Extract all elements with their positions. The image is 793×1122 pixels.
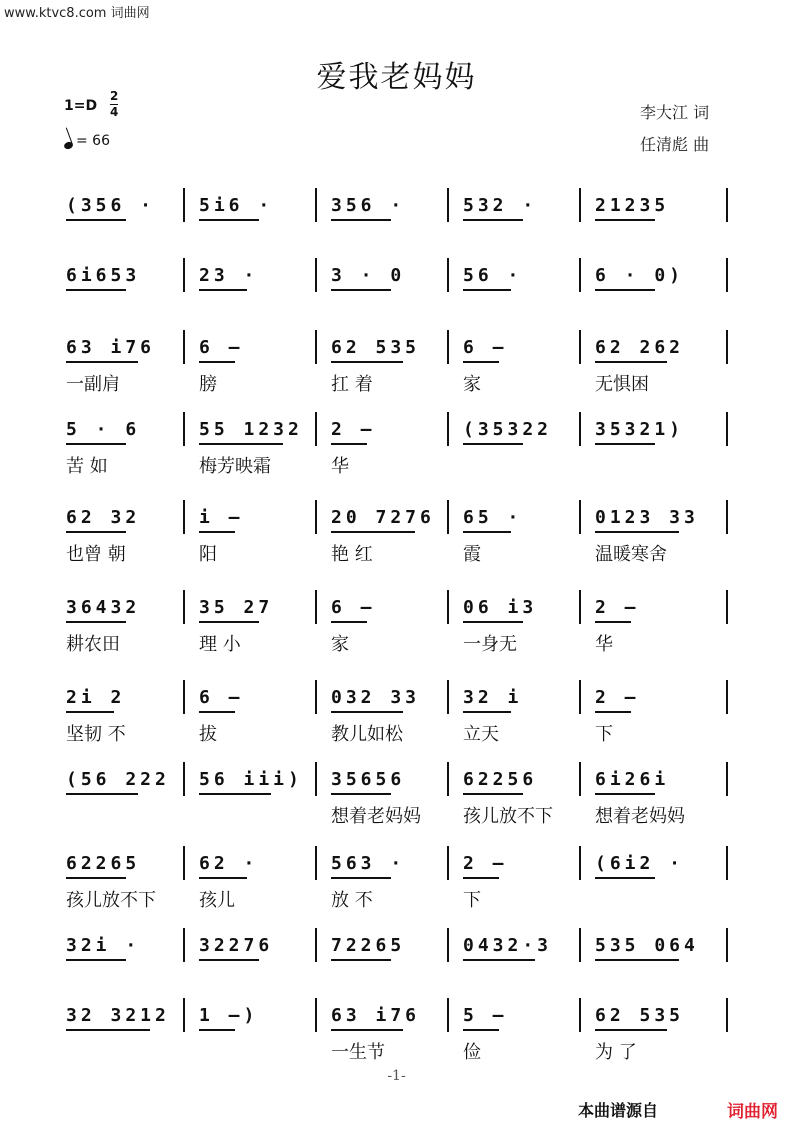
- beam-underline: [66, 443, 126, 445]
- measure-notes: (6i2 ·: [595, 853, 685, 874]
- beam-underline: [331, 959, 391, 961]
- barline: [447, 330, 449, 364]
- measure-notes: 6 –: [199, 687, 244, 708]
- barline: [315, 762, 317, 796]
- beam-underline: [463, 711, 511, 713]
- beam-underline: [199, 361, 235, 363]
- measure-notes: 6 · 0): [595, 265, 685, 286]
- measure-line: [50, 762, 740, 798]
- score-row: [50, 680, 740, 745]
- beam-underline: [595, 531, 679, 533]
- lyric-text: 华: [595, 634, 613, 655]
- lyric-text: 拔: [199, 724, 217, 745]
- measure-notes: 21235: [595, 195, 670, 216]
- barline: [183, 762, 185, 796]
- lyric-text: 扛 着: [331, 374, 373, 395]
- lyric-text: 家: [331, 634, 349, 655]
- beam-underline: [66, 219, 126, 221]
- score-row: [50, 846, 740, 911]
- lyric-text: 想着老妈妈: [331, 806, 421, 827]
- lyric-text: 为 了: [595, 1042, 637, 1063]
- measure-notes: (56 222: [66, 769, 170, 790]
- measure-notes: 535 064: [595, 935, 699, 956]
- beam-underline: [66, 711, 114, 713]
- composer-credit: 任清彪 曲: [640, 135, 710, 154]
- measure-notes: 62 262: [595, 337, 685, 358]
- beam-underline: [463, 959, 535, 961]
- beam-underline: [331, 793, 391, 795]
- barline: [447, 500, 449, 534]
- measure-line: [50, 500, 740, 536]
- barline: [726, 412, 728, 446]
- beam-underline: [66, 361, 138, 363]
- score-row: [50, 258, 740, 294]
- measure-notes: 32276: [199, 935, 274, 956]
- measure-notes: 3 · 0: [331, 265, 406, 286]
- beam-underline: [463, 219, 523, 221]
- beam-underline: [199, 443, 283, 445]
- barline: [315, 330, 317, 364]
- measure-notes: 36432: [66, 597, 141, 618]
- barline: [447, 590, 449, 624]
- measure-line: [50, 188, 740, 224]
- barline: [579, 762, 581, 796]
- score-row: [50, 928, 740, 964]
- barline: [315, 412, 317, 446]
- beam-underline: [595, 289, 655, 291]
- barline: [579, 928, 581, 962]
- measure-notes: 32i ·: [66, 935, 141, 956]
- measure-notes: 62 32: [66, 507, 141, 528]
- time-bottom: 4: [110, 105, 119, 119]
- score-row: [50, 998, 740, 1063]
- lyric-text: 霞: [463, 544, 481, 565]
- lyric-text: 艳 红: [331, 544, 373, 565]
- lyric-text: 下: [595, 724, 613, 745]
- lyric-text: 俭: [463, 1042, 481, 1063]
- beam-underline: [595, 219, 655, 221]
- barline: [726, 928, 728, 962]
- barline: [579, 330, 581, 364]
- lyric-text: 苦 如: [66, 456, 108, 477]
- lyric-text: 教儿如松: [331, 724, 403, 745]
- barline: [447, 680, 449, 714]
- tempo-mark: = 66: [64, 133, 110, 149]
- measure-notes: 35321): [595, 419, 685, 440]
- measure-notes: 6 –: [199, 337, 244, 358]
- beam-underline: [331, 361, 403, 363]
- beam-underline: [595, 959, 679, 961]
- measure-notes: 563 ·: [331, 853, 406, 874]
- barline: [579, 500, 581, 534]
- beam-underline: [331, 711, 403, 713]
- measure-notes: 2 –: [595, 597, 640, 618]
- barline: [315, 928, 317, 962]
- measure-notes: 6i26i: [595, 769, 670, 790]
- beam-underline: [66, 621, 126, 623]
- beam-underline: [199, 289, 247, 291]
- beam-underline: [463, 361, 499, 363]
- measure-line: [50, 590, 740, 626]
- barline: [726, 762, 728, 796]
- lyric-text: 一身无: [463, 634, 517, 655]
- beam-underline: [463, 289, 511, 291]
- barline: [183, 500, 185, 534]
- barline: [579, 680, 581, 714]
- measure-notes: 6 –: [463, 337, 508, 358]
- measure-notes: 56 ·: [463, 265, 523, 286]
- measure-notes: 55 1232: [199, 419, 303, 440]
- beam-underline: [331, 219, 391, 221]
- time-top: 2: [110, 89, 119, 103]
- beam-underline: [463, 793, 523, 795]
- source-label: 本曲谱源自: [578, 1101, 659, 1120]
- key-signature: 1=D: [64, 98, 98, 114]
- measure-notes: 62256: [463, 769, 538, 790]
- lyric-text: 想着老妈妈: [595, 806, 685, 827]
- barline: [183, 680, 185, 714]
- lyric-text: 一副肩: [66, 374, 120, 395]
- beam-underline: [595, 1029, 667, 1031]
- barline: [183, 928, 185, 962]
- barline: [579, 846, 581, 880]
- measure-notes: 56 iii): [199, 769, 303, 790]
- lyric-text: 立天: [463, 724, 499, 745]
- lyric-text: 下: [463, 890, 481, 911]
- measure-notes: (35322: [463, 419, 553, 440]
- beam-underline: [66, 531, 126, 533]
- time-signature: [110, 90, 118, 119]
- beam-underline: [66, 289, 126, 291]
- barline: [315, 846, 317, 880]
- page-number: -1-: [387, 1068, 406, 1084]
- barline: [183, 330, 185, 364]
- beam-underline: [199, 793, 271, 795]
- site-logo: 词曲网: [727, 1102, 778, 1122]
- barline: [183, 258, 185, 292]
- barline: [726, 846, 728, 880]
- measure-notes: 32 i: [463, 687, 523, 708]
- measure-notes: 62265: [66, 853, 141, 874]
- measure-notes: 6 –: [331, 597, 376, 618]
- measure-notes: 62 535: [331, 337, 421, 358]
- lyric-text: 膀: [199, 374, 217, 395]
- lyric-text: 温暖寒舍: [595, 544, 667, 565]
- beam-underline: [595, 361, 667, 363]
- measure-notes: 72265: [331, 935, 406, 956]
- barline: [579, 258, 581, 292]
- barline: [726, 500, 728, 534]
- score-row: [50, 762, 740, 827]
- barline: [726, 188, 728, 222]
- beam-underline: [595, 621, 631, 623]
- beam-underline: [463, 877, 499, 879]
- measure-notes: 0123 33: [595, 507, 699, 528]
- barline: [315, 500, 317, 534]
- beam-underline: [595, 877, 655, 879]
- beam-underline: [331, 1029, 403, 1031]
- lyric-text: 孩儿: [199, 890, 235, 911]
- barline: [447, 188, 449, 222]
- measure-notes: 63 i76: [331, 1005, 421, 1026]
- beam-underline: [331, 531, 415, 533]
- measure-notes: 532 ·: [463, 195, 538, 216]
- measure-notes: 06 i3: [463, 597, 538, 618]
- beam-underline: [331, 621, 367, 623]
- measure-notes: 0432·3: [463, 935, 553, 956]
- barline: [579, 188, 581, 222]
- barline: [447, 928, 449, 962]
- barline: [447, 846, 449, 880]
- beam-underline: [595, 711, 631, 713]
- lyric-text: 孩儿放不下: [463, 806, 553, 827]
- measure-notes: 62 535: [595, 1005, 685, 1026]
- measure-notes: 2 –: [595, 687, 640, 708]
- measure-notes: (356 ·: [66, 195, 156, 216]
- barline: [447, 412, 449, 446]
- barline: [726, 330, 728, 364]
- beam-underline: [595, 443, 655, 445]
- score-row: [50, 590, 740, 655]
- beam-underline: [463, 621, 523, 623]
- beam-underline: [66, 959, 126, 961]
- measure-notes: 5 –: [463, 1005, 508, 1026]
- measure-notes: i –: [199, 507, 244, 528]
- measure-line: [50, 928, 740, 964]
- beam-underline: [199, 877, 247, 879]
- beam-underline: [595, 793, 655, 795]
- lyricist-credit: 李大江 词: [640, 103, 710, 122]
- lyric-text: 放 不: [331, 890, 373, 911]
- site-url: www.ktvc8.com 词曲网: [4, 6, 150, 21]
- beam-underline: [199, 1029, 235, 1031]
- beam-underline: [199, 219, 259, 221]
- measure-notes: 2 –: [331, 419, 376, 440]
- measure-notes: 20 7276: [331, 507, 435, 528]
- lyric-text: 坚韧 不: [66, 724, 126, 745]
- beam-underline: [66, 1029, 150, 1031]
- measure-line: [50, 258, 740, 294]
- measure-notes: 65 ·: [463, 507, 523, 528]
- measure-line: [50, 680, 740, 716]
- lyric-text: 梅芳映霜: [199, 456, 271, 477]
- lyric-text: 华: [331, 456, 349, 477]
- measure-notes: 032 33: [331, 687, 421, 708]
- score-row: [50, 330, 740, 395]
- measure-notes: 63 i76: [66, 337, 156, 358]
- beam-underline: [199, 531, 235, 533]
- barline: [183, 590, 185, 624]
- measure-notes: 2 –: [463, 853, 508, 874]
- measure-notes: 32 3212: [66, 1005, 170, 1026]
- beam-underline: [463, 1029, 499, 1031]
- score-row: [50, 500, 740, 565]
- barline: [315, 680, 317, 714]
- measure-line: [50, 846, 740, 882]
- lyric-text: 家: [463, 374, 481, 395]
- beam-underline: [199, 621, 259, 623]
- score-row: [50, 412, 740, 477]
- barline: [447, 258, 449, 292]
- measure-notes: 62 ·: [199, 853, 259, 874]
- barline: [315, 188, 317, 222]
- beam-underline: [331, 877, 391, 879]
- measure-notes: 5i6 ·: [199, 195, 274, 216]
- barline: [726, 258, 728, 292]
- barline: [183, 998, 185, 1032]
- beam-underline: [463, 531, 511, 533]
- beam-underline: [199, 711, 235, 713]
- barline: [726, 998, 728, 1032]
- beam-underline: [331, 443, 367, 445]
- measure-notes: 35656: [331, 769, 406, 790]
- measure-notes: 35 27: [199, 597, 274, 618]
- lyric-text: 也曾 朝: [66, 544, 126, 565]
- beam-underline: [66, 877, 126, 879]
- barline: [579, 412, 581, 446]
- beam-underline: [66, 793, 138, 795]
- lyric-text: 理 小: [199, 634, 241, 655]
- barline: [726, 590, 728, 624]
- barline: [726, 680, 728, 714]
- barline: [579, 998, 581, 1032]
- beam-underline: [331, 289, 391, 291]
- beam-underline: [463, 443, 523, 445]
- lyric-text: 耕农田: [66, 634, 120, 655]
- measure-notes: 1 –): [199, 1005, 259, 1026]
- lyric-text: 无惧困: [595, 374, 649, 395]
- measure-notes: 356 ·: [331, 195, 406, 216]
- lyric-text: 一生节: [331, 1042, 385, 1063]
- song-title: 爱我老妈妈: [316, 60, 477, 95]
- barline: [447, 998, 449, 1032]
- lyric-text: 阳: [199, 544, 217, 565]
- quarter-note-icon: [63, 141, 74, 151]
- barline: [315, 258, 317, 292]
- barline: [315, 998, 317, 1032]
- barline: [447, 762, 449, 796]
- barline: [579, 590, 581, 624]
- measure-line: [50, 330, 740, 366]
- measure-line: [50, 412, 740, 448]
- beam-underline: [199, 959, 259, 961]
- score-row: [50, 188, 740, 224]
- measure-notes: 2i 2: [66, 687, 126, 708]
- barline: [183, 188, 185, 222]
- lyric-text: 孩儿放不下: [66, 890, 156, 911]
- measure-notes: 6i653: [66, 265, 141, 286]
- measure-notes: 5 · 6: [66, 419, 141, 440]
- barline: [183, 412, 185, 446]
- barline: [183, 846, 185, 880]
- measure-notes: 23 ·: [199, 265, 259, 286]
- measure-line: [50, 998, 740, 1034]
- barline: [315, 590, 317, 624]
